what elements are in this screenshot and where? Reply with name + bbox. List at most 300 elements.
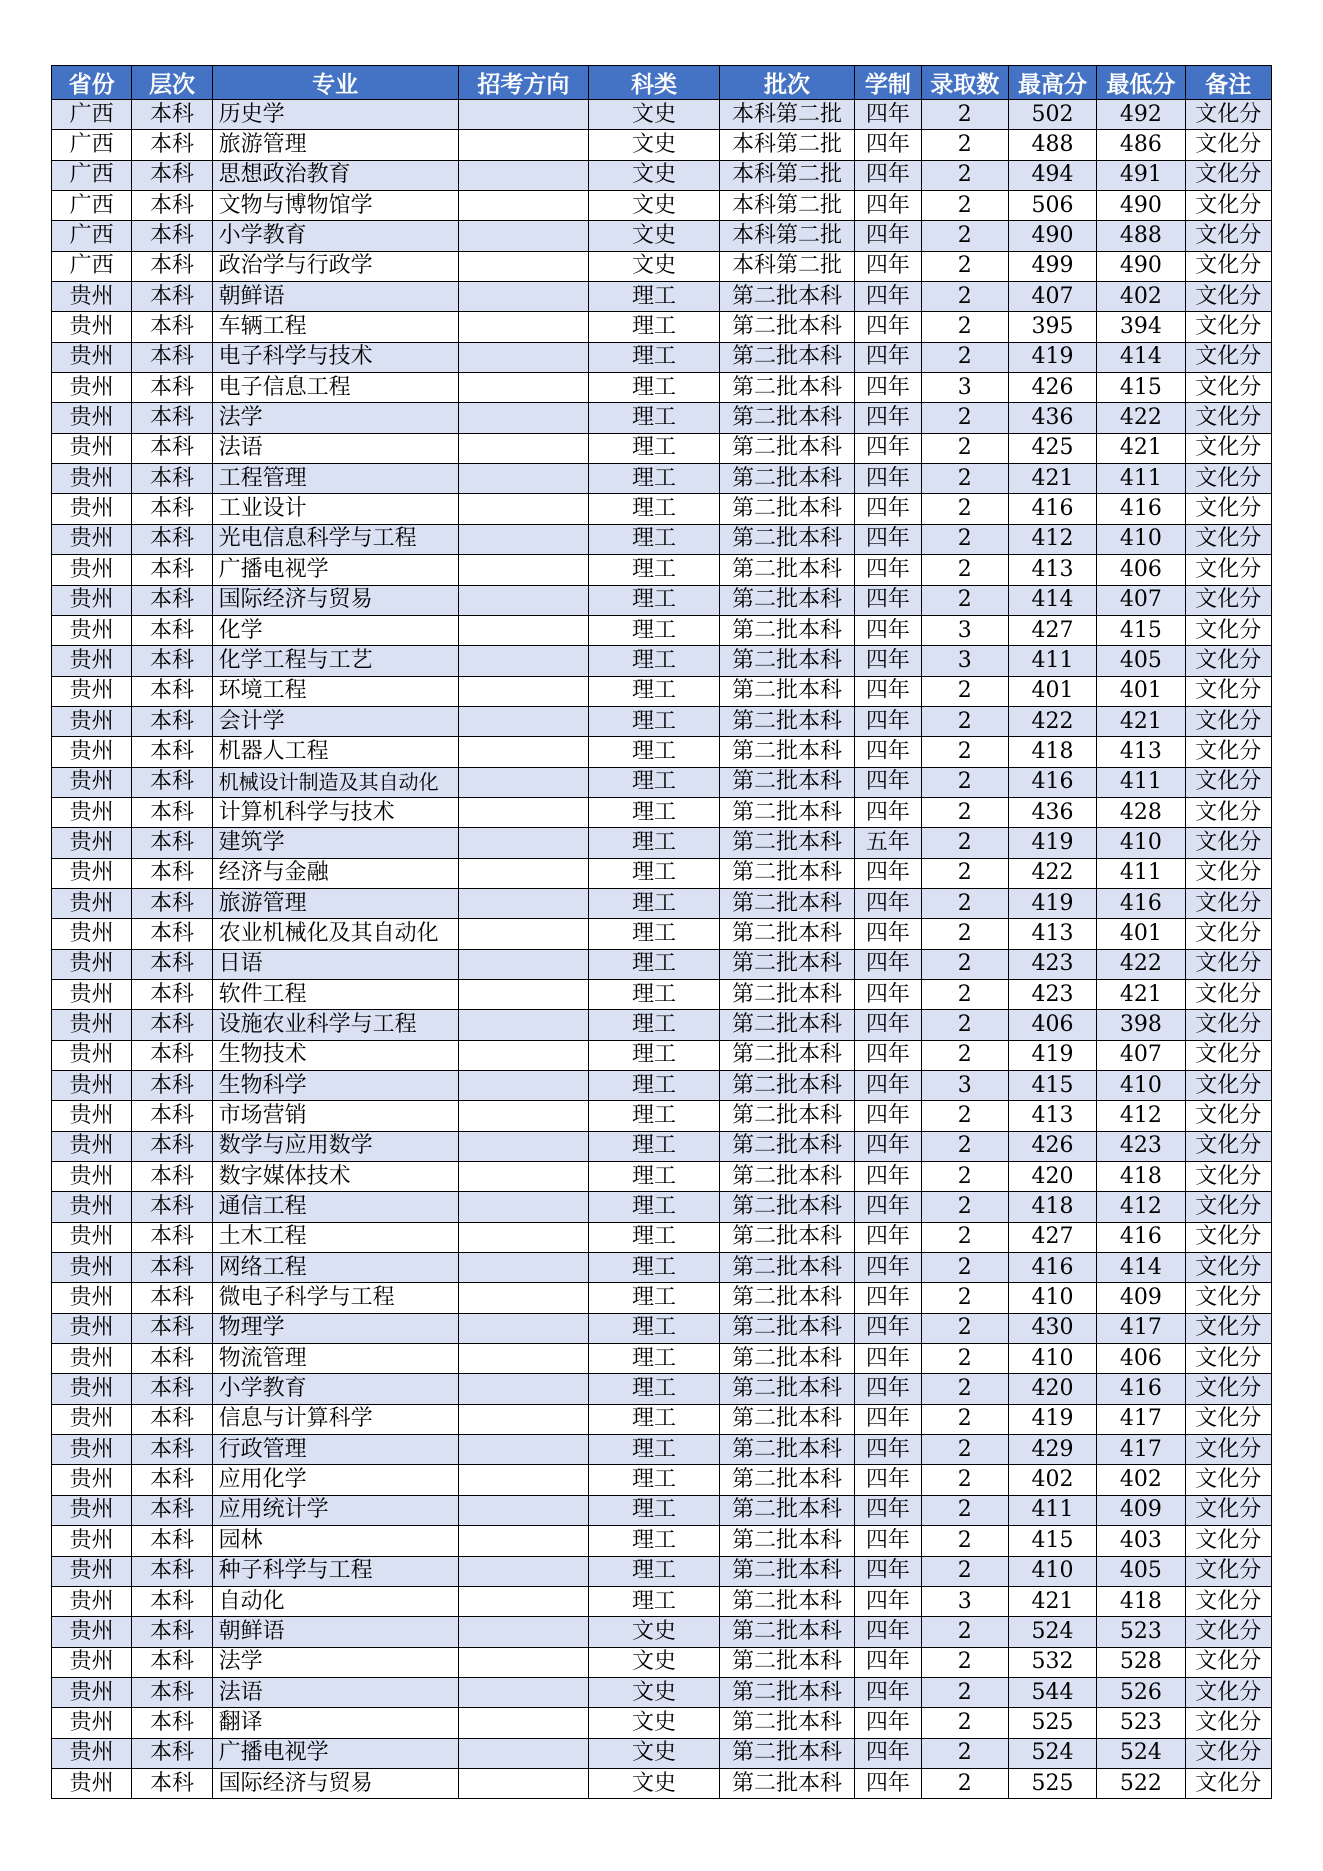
- cell-province: 贵州: [52, 706, 132, 736]
- cell-level: 本科: [132, 858, 212, 888]
- cell-admitted-count: 2: [921, 342, 1008, 372]
- cell-level: 本科: [132, 737, 212, 767]
- cell-admitted-count: 2: [921, 1040, 1008, 1070]
- cell-category: 理工: [589, 1162, 720, 1192]
- cell-min-score: 416: [1097, 888, 1185, 918]
- cell-batch: 第二批本科: [719, 1404, 855, 1434]
- cell-category: 文史: [589, 1768, 720, 1798]
- cell-batch: 第二批本科: [719, 706, 855, 736]
- cell-batch: 第二批本科: [719, 1435, 855, 1465]
- cell-direction: [458, 858, 589, 888]
- cell-min-score: 412: [1097, 1101, 1185, 1131]
- cell-note: 文化分: [1185, 706, 1271, 736]
- cell-max-score: 411: [1008, 1495, 1096, 1525]
- cell-province: 贵州: [52, 464, 132, 494]
- cell-max-score: 422: [1008, 858, 1096, 888]
- cell-batch: 第二批本科: [719, 312, 855, 342]
- cell-admitted-count: 2: [921, 191, 1008, 221]
- cell-category: 理工: [589, 1344, 720, 1374]
- cell-direction: [458, 1010, 589, 1040]
- cell-batch: 第二批本科: [719, 373, 855, 403]
- cell-duration: 四年: [855, 888, 921, 918]
- cell-batch: 第二批本科: [719, 1586, 855, 1616]
- cell-min-score: 524: [1097, 1738, 1185, 1768]
- cell-batch: 第二批本科: [719, 1738, 855, 1768]
- cell-direction: [458, 555, 589, 585]
- cell-province: 广西: [52, 251, 132, 281]
- cell-min-score: 418: [1097, 1586, 1185, 1616]
- cell-major: 经济与金融: [212, 858, 458, 888]
- header-row: [52, 66, 1272, 100]
- cell-batch: 第二批本科: [719, 464, 855, 494]
- cell-major: 土木工程: [212, 1222, 458, 1252]
- cell-max-score: 532: [1008, 1647, 1096, 1677]
- cell-level: 本科: [132, 1283, 212, 1313]
- cell-province: 贵州: [52, 1071, 132, 1101]
- cell-province: 贵州: [52, 1738, 132, 1768]
- cell-min-score: 421: [1097, 706, 1185, 736]
- cell-max-score: 419: [1008, 1404, 1096, 1434]
- cell-major: 化学工程与工艺: [212, 646, 458, 676]
- cell-admitted-count: 2: [921, 1010, 1008, 1040]
- table-row: [52, 1677, 1272, 1707]
- cell-direction: [458, 888, 589, 918]
- cell-duration: 四年: [855, 1677, 921, 1707]
- cell-province: 贵州: [52, 1162, 132, 1192]
- header-min-score: 最低分: [1097, 66, 1185, 100]
- cell-direction: [458, 1465, 589, 1495]
- cell-duration: 四年: [855, 312, 921, 342]
- table-row: [52, 1556, 1272, 1586]
- cell-direction: [458, 1586, 589, 1616]
- cell-major: 法学: [212, 1647, 458, 1677]
- cell-level: 本科: [132, 251, 212, 281]
- cell-level: 本科: [132, 1708, 212, 1738]
- cell-level: 本科: [132, 646, 212, 676]
- cell-min-score: 528: [1097, 1647, 1185, 1677]
- cell-major: 法语: [212, 1677, 458, 1707]
- cell-major: 广播电视学: [212, 555, 458, 585]
- cell-admitted-count: 2: [921, 797, 1008, 827]
- cell-direction: [458, 737, 589, 767]
- cell-note: 文化分: [1185, 1495, 1271, 1525]
- cell-admitted-count: 2: [921, 1283, 1008, 1313]
- cell-batch: 第二批本科: [719, 555, 855, 585]
- cell-min-score: 491: [1097, 160, 1185, 190]
- table-row: [52, 828, 1272, 858]
- cell-level: 本科: [132, 585, 212, 615]
- cell-direction: [458, 1526, 589, 1556]
- cell-major: 光电信息科学与工程: [212, 524, 458, 554]
- cell-batch: 本科第二批: [719, 251, 855, 281]
- cell-duration: 四年: [855, 1556, 921, 1586]
- cell-duration: 四年: [855, 1404, 921, 1434]
- table-row: [52, 1010, 1272, 1040]
- cell-note: 文化分: [1185, 919, 1271, 949]
- cell-note: 文化分: [1185, 373, 1271, 403]
- table-row: [52, 919, 1272, 949]
- cell-province: 广西: [52, 191, 132, 221]
- cell-duration: 四年: [855, 797, 921, 827]
- cell-min-score: 414: [1097, 342, 1185, 372]
- cell-category: 理工: [589, 1586, 720, 1616]
- cell-major: 设施农业科学与工程: [212, 1010, 458, 1040]
- cell-max-score: 421: [1008, 464, 1096, 494]
- cell-min-score: 402: [1097, 282, 1185, 312]
- cell-category: 文史: [589, 1617, 720, 1647]
- cell-category: 理工: [589, 1495, 720, 1525]
- cell-major: 生物科学: [212, 1071, 458, 1101]
- table-row: [52, 1768, 1272, 1798]
- cell-admitted-count: 2: [921, 1526, 1008, 1556]
- cell-level: 本科: [132, 1738, 212, 1768]
- cell-batch: 第二批本科: [719, 767, 855, 797]
- cell-category: 理工: [589, 555, 720, 585]
- table-row: [52, 1101, 1272, 1131]
- cell-note: 文化分: [1185, 828, 1271, 858]
- cell-province: 贵州: [52, 1617, 132, 1647]
- cell-duration: 四年: [855, 403, 921, 433]
- cell-admitted-count: 2: [921, 676, 1008, 706]
- cell-direction: [458, 1617, 589, 1647]
- cell-level: 本科: [132, 373, 212, 403]
- cell-province: 贵州: [52, 1222, 132, 1252]
- cell-batch: 第二批本科: [719, 919, 855, 949]
- cell-max-score: 421: [1008, 1586, 1096, 1616]
- cell-category: 理工: [589, 1131, 720, 1161]
- cell-max-score: 427: [1008, 615, 1096, 645]
- cell-major: 工程管理: [212, 464, 458, 494]
- table-row: [52, 888, 1272, 918]
- table-row: [52, 1586, 1272, 1616]
- cell-province: 贵州: [52, 312, 132, 342]
- cell-admitted-count: 2: [921, 767, 1008, 797]
- cell-min-score: 423: [1097, 1131, 1185, 1161]
- cell-min-score: 410: [1097, 828, 1185, 858]
- cell-category: 理工: [589, 615, 720, 645]
- cell-min-score: 394: [1097, 312, 1185, 342]
- cell-admitted-count: 2: [921, 1162, 1008, 1192]
- header-note: 备注: [1185, 66, 1271, 100]
- cell-min-score: 411: [1097, 858, 1185, 888]
- cell-level: 本科: [132, 191, 212, 221]
- cell-max-score: 415: [1008, 1526, 1096, 1556]
- cell-category: 理工: [589, 1283, 720, 1313]
- cell-min-score: 490: [1097, 191, 1185, 221]
- cell-admitted-count: 2: [921, 1556, 1008, 1586]
- cell-min-score: 405: [1097, 1556, 1185, 1586]
- cell-level: 本科: [132, 1404, 212, 1434]
- cell-category: 理工: [589, 1465, 720, 1495]
- cell-province: 贵州: [52, 949, 132, 979]
- cell-duration: 四年: [855, 1222, 921, 1252]
- cell-admitted-count: 3: [921, 646, 1008, 676]
- cell-level: 本科: [132, 1556, 212, 1586]
- cell-level: 本科: [132, 433, 212, 463]
- cell-category: 理工: [589, 1374, 720, 1404]
- cell-level: 本科: [132, 221, 212, 251]
- cell-level: 本科: [132, 403, 212, 433]
- cell-major: 翻译: [212, 1708, 458, 1738]
- table-row: [52, 1071, 1272, 1101]
- table-row: [52, 1404, 1272, 1434]
- cell-admitted-count: 2: [921, 1647, 1008, 1677]
- cell-category: 理工: [589, 433, 720, 463]
- cell-note: 文化分: [1185, 1738, 1271, 1768]
- cell-category: 理工: [589, 464, 720, 494]
- cell-duration: 四年: [855, 1495, 921, 1525]
- cell-level: 本科: [132, 1040, 212, 1070]
- cell-level: 本科: [132, 1071, 212, 1101]
- cell-category: 理工: [589, 767, 720, 797]
- cell-level: 本科: [132, 1677, 212, 1707]
- cell-direction: [458, 403, 589, 433]
- cell-batch: 第二批本科: [719, 888, 855, 918]
- cell-province: 贵州: [52, 1677, 132, 1707]
- cell-province: 贵州: [52, 555, 132, 585]
- cell-batch: 第二批本科: [719, 1010, 855, 1040]
- cell-max-score: 426: [1008, 1131, 1096, 1161]
- cell-admitted-count: 3: [921, 1071, 1008, 1101]
- cell-duration: 四年: [855, 282, 921, 312]
- cell-major: 政治学与行政学: [212, 251, 458, 281]
- cell-min-score: 411: [1097, 464, 1185, 494]
- cell-duration: 四年: [855, 251, 921, 281]
- cell-max-score: 411: [1008, 646, 1096, 676]
- cell-batch: 第二批本科: [719, 1344, 855, 1374]
- cell-major: 机械设计制造及其自动化: [212, 767, 458, 797]
- cell-category: 理工: [589, 1556, 720, 1586]
- cell-max-score: 524: [1008, 1738, 1096, 1768]
- cell-direction: [458, 1071, 589, 1101]
- cell-note: 文化分: [1185, 1222, 1271, 1252]
- cell-level: 本科: [132, 1526, 212, 1556]
- header-admitted-count: 录取数: [921, 66, 1008, 100]
- cell-province: 贵州: [52, 1647, 132, 1677]
- cell-direction: [458, 919, 589, 949]
- cell-level: 本科: [132, 1162, 212, 1192]
- cell-batch: 第二批本科: [719, 1708, 855, 1738]
- table-row: [52, 1283, 1272, 1313]
- cell-category: 理工: [589, 646, 720, 676]
- cell-direction: [458, 1192, 589, 1222]
- cell-major: 农业机械化及其自动化: [212, 919, 458, 949]
- cell-max-score: 420: [1008, 1162, 1096, 1192]
- cell-category: 理工: [589, 949, 720, 979]
- cell-direction: [458, 464, 589, 494]
- cell-direction: [458, 1647, 589, 1677]
- cell-note: 文化分: [1185, 646, 1271, 676]
- cell-direction: [458, 1435, 589, 1465]
- cell-province: 贵州: [52, 615, 132, 645]
- header-major: 专业: [212, 66, 458, 100]
- cell-major: 环境工程: [212, 676, 458, 706]
- table-row: [52, 1253, 1272, 1283]
- cell-major: 物流管理: [212, 1344, 458, 1374]
- cell-admitted-count: 3: [921, 1586, 1008, 1616]
- cell-duration: 四年: [855, 979, 921, 1009]
- cell-max-score: 419: [1008, 888, 1096, 918]
- cell-direction: [458, 1253, 589, 1283]
- cell-note: 文化分: [1185, 464, 1271, 494]
- cell-note: 文化分: [1185, 1617, 1271, 1647]
- cell-major: 朝鲜语: [212, 1617, 458, 1647]
- cell-duration: 五年: [855, 828, 921, 858]
- table-row: [52, 403, 1272, 433]
- cell-min-score: 417: [1097, 1435, 1185, 1465]
- cell-province: 贵州: [52, 1131, 132, 1161]
- table-row: [52, 706, 1272, 736]
- cell-province: 贵州: [52, 1374, 132, 1404]
- cell-admitted-count: 2: [921, 1131, 1008, 1161]
- cell-batch: 第二批本科: [719, 1040, 855, 1070]
- cell-level: 本科: [132, 160, 212, 190]
- table-row: [52, 1435, 1272, 1465]
- cell-category: 理工: [589, 585, 720, 615]
- table-row: [52, 797, 1272, 827]
- cell-category: 理工: [589, 373, 720, 403]
- table-row: [52, 342, 1272, 372]
- cell-min-score: 490: [1097, 251, 1185, 281]
- cell-major: 工业设计: [212, 494, 458, 524]
- cell-note: 文化分: [1185, 1374, 1271, 1404]
- table-body: [52, 100, 1272, 1799]
- cell-province: 贵州: [52, 342, 132, 372]
- cell-min-score: 488: [1097, 221, 1185, 251]
- cell-major: 化学: [212, 615, 458, 645]
- cell-category: 理工: [589, 494, 720, 524]
- cell-category: 理工: [589, 312, 720, 342]
- cell-max-score: 419: [1008, 1040, 1096, 1070]
- cell-major: 电子信息工程: [212, 373, 458, 403]
- cell-max-score: 422: [1008, 706, 1096, 736]
- header-level: 层次: [132, 66, 212, 100]
- cell-duration: 四年: [855, 1162, 921, 1192]
- cell-duration: 四年: [855, 1071, 921, 1101]
- cell-level: 本科: [132, 1010, 212, 1040]
- cell-admitted-count: 2: [921, 1222, 1008, 1252]
- cell-duration: 四年: [855, 221, 921, 251]
- cell-note: 文化分: [1185, 1010, 1271, 1040]
- cell-province: 贵州: [52, 1253, 132, 1283]
- cell-note: 文化分: [1185, 1677, 1271, 1707]
- cell-min-score: 407: [1097, 585, 1185, 615]
- cell-direction: [458, 1374, 589, 1404]
- cell-min-score: 415: [1097, 615, 1185, 645]
- cell-max-score: 418: [1008, 1192, 1096, 1222]
- cell-province: 贵州: [52, 1040, 132, 1070]
- cell-min-score: 415: [1097, 373, 1185, 403]
- cell-note: 文化分: [1185, 1404, 1271, 1434]
- cell-admitted-count: 3: [921, 373, 1008, 403]
- cell-admitted-count: 2: [921, 1253, 1008, 1283]
- cell-level: 本科: [132, 797, 212, 827]
- cell-direction: [458, 1677, 589, 1707]
- cell-note: 文化分: [1185, 251, 1271, 281]
- table-row: [52, 1040, 1272, 1070]
- cell-duration: 四年: [855, 1708, 921, 1738]
- cell-category: 理工: [589, 524, 720, 554]
- cell-province: 广西: [52, 100, 132, 130]
- cell-duration: 四年: [855, 1010, 921, 1040]
- cell-max-score: 418: [1008, 737, 1096, 767]
- cell-admitted-count: 2: [921, 828, 1008, 858]
- cell-major: 数字媒体技术: [212, 1162, 458, 1192]
- cell-province: 贵州: [52, 1192, 132, 1222]
- cell-major: 文物与博物馆学: [212, 191, 458, 221]
- cell-major: 网络工程: [212, 1253, 458, 1283]
- cell-level: 本科: [132, 1374, 212, 1404]
- cell-batch: 第二批本科: [719, 1495, 855, 1525]
- cell-batch: 第二批本科: [719, 1101, 855, 1131]
- table-row: [52, 251, 1272, 281]
- table-row: [52, 1344, 1272, 1374]
- cell-max-score: 414: [1008, 585, 1096, 615]
- cell-category: 理工: [589, 1253, 720, 1283]
- cell-admitted-count: 2: [921, 1465, 1008, 1495]
- cell-category: 理工: [589, 797, 720, 827]
- cell-duration: 四年: [855, 464, 921, 494]
- cell-max-score: 413: [1008, 1101, 1096, 1131]
- cell-province: 贵州: [52, 1526, 132, 1556]
- cell-note: 文化分: [1185, 615, 1271, 645]
- cell-max-score: 419: [1008, 342, 1096, 372]
- cell-min-score: 416: [1097, 494, 1185, 524]
- cell-province: 贵州: [52, 494, 132, 524]
- cell-direction: [458, 524, 589, 554]
- cell-province: 贵州: [52, 585, 132, 615]
- cell-min-score: 428: [1097, 797, 1185, 827]
- cell-max-score: 425: [1008, 433, 1096, 463]
- cell-duration: 四年: [855, 555, 921, 585]
- cell-min-score: 407: [1097, 1040, 1185, 1070]
- cell-category: 理工: [589, 1192, 720, 1222]
- cell-direction: [458, 949, 589, 979]
- cell-duration: 四年: [855, 1435, 921, 1465]
- table-row: [52, 585, 1272, 615]
- cell-note: 文化分: [1185, 767, 1271, 797]
- cell-duration: 四年: [855, 1101, 921, 1131]
- cell-admitted-count: 2: [921, 1677, 1008, 1707]
- cell-batch: 第二批本科: [719, 1192, 855, 1222]
- cell-category: 理工: [589, 676, 720, 706]
- cell-duration: 四年: [855, 130, 921, 160]
- header-batch: 批次: [719, 66, 855, 100]
- cell-direction: [458, 1283, 589, 1313]
- cell-major: 日语: [212, 949, 458, 979]
- cell-min-score: 410: [1097, 1071, 1185, 1101]
- cell-admitted-count: 2: [921, 251, 1008, 281]
- cell-level: 本科: [132, 1647, 212, 1677]
- cell-category: 理工: [589, 1040, 720, 1070]
- cell-note: 文化分: [1185, 737, 1271, 767]
- cell-level: 本科: [132, 979, 212, 1009]
- cell-max-score: 426: [1008, 373, 1096, 403]
- cell-duration: 四年: [855, 342, 921, 372]
- cell-major: 数学与应用数学: [212, 1131, 458, 1161]
- cell-note: 文化分: [1185, 979, 1271, 1009]
- cell-level: 本科: [132, 767, 212, 797]
- cell-admitted-count: 2: [921, 100, 1008, 130]
- table-row: [52, 312, 1272, 342]
- cell-category: 文史: [589, 191, 720, 221]
- cell-admitted-count: 2: [921, 433, 1008, 463]
- cell-duration: 四年: [855, 737, 921, 767]
- cell-min-score: 422: [1097, 403, 1185, 433]
- table-row: [52, 1465, 1272, 1495]
- cell-note: 文化分: [1185, 1465, 1271, 1495]
- cell-category: 理工: [589, 282, 720, 312]
